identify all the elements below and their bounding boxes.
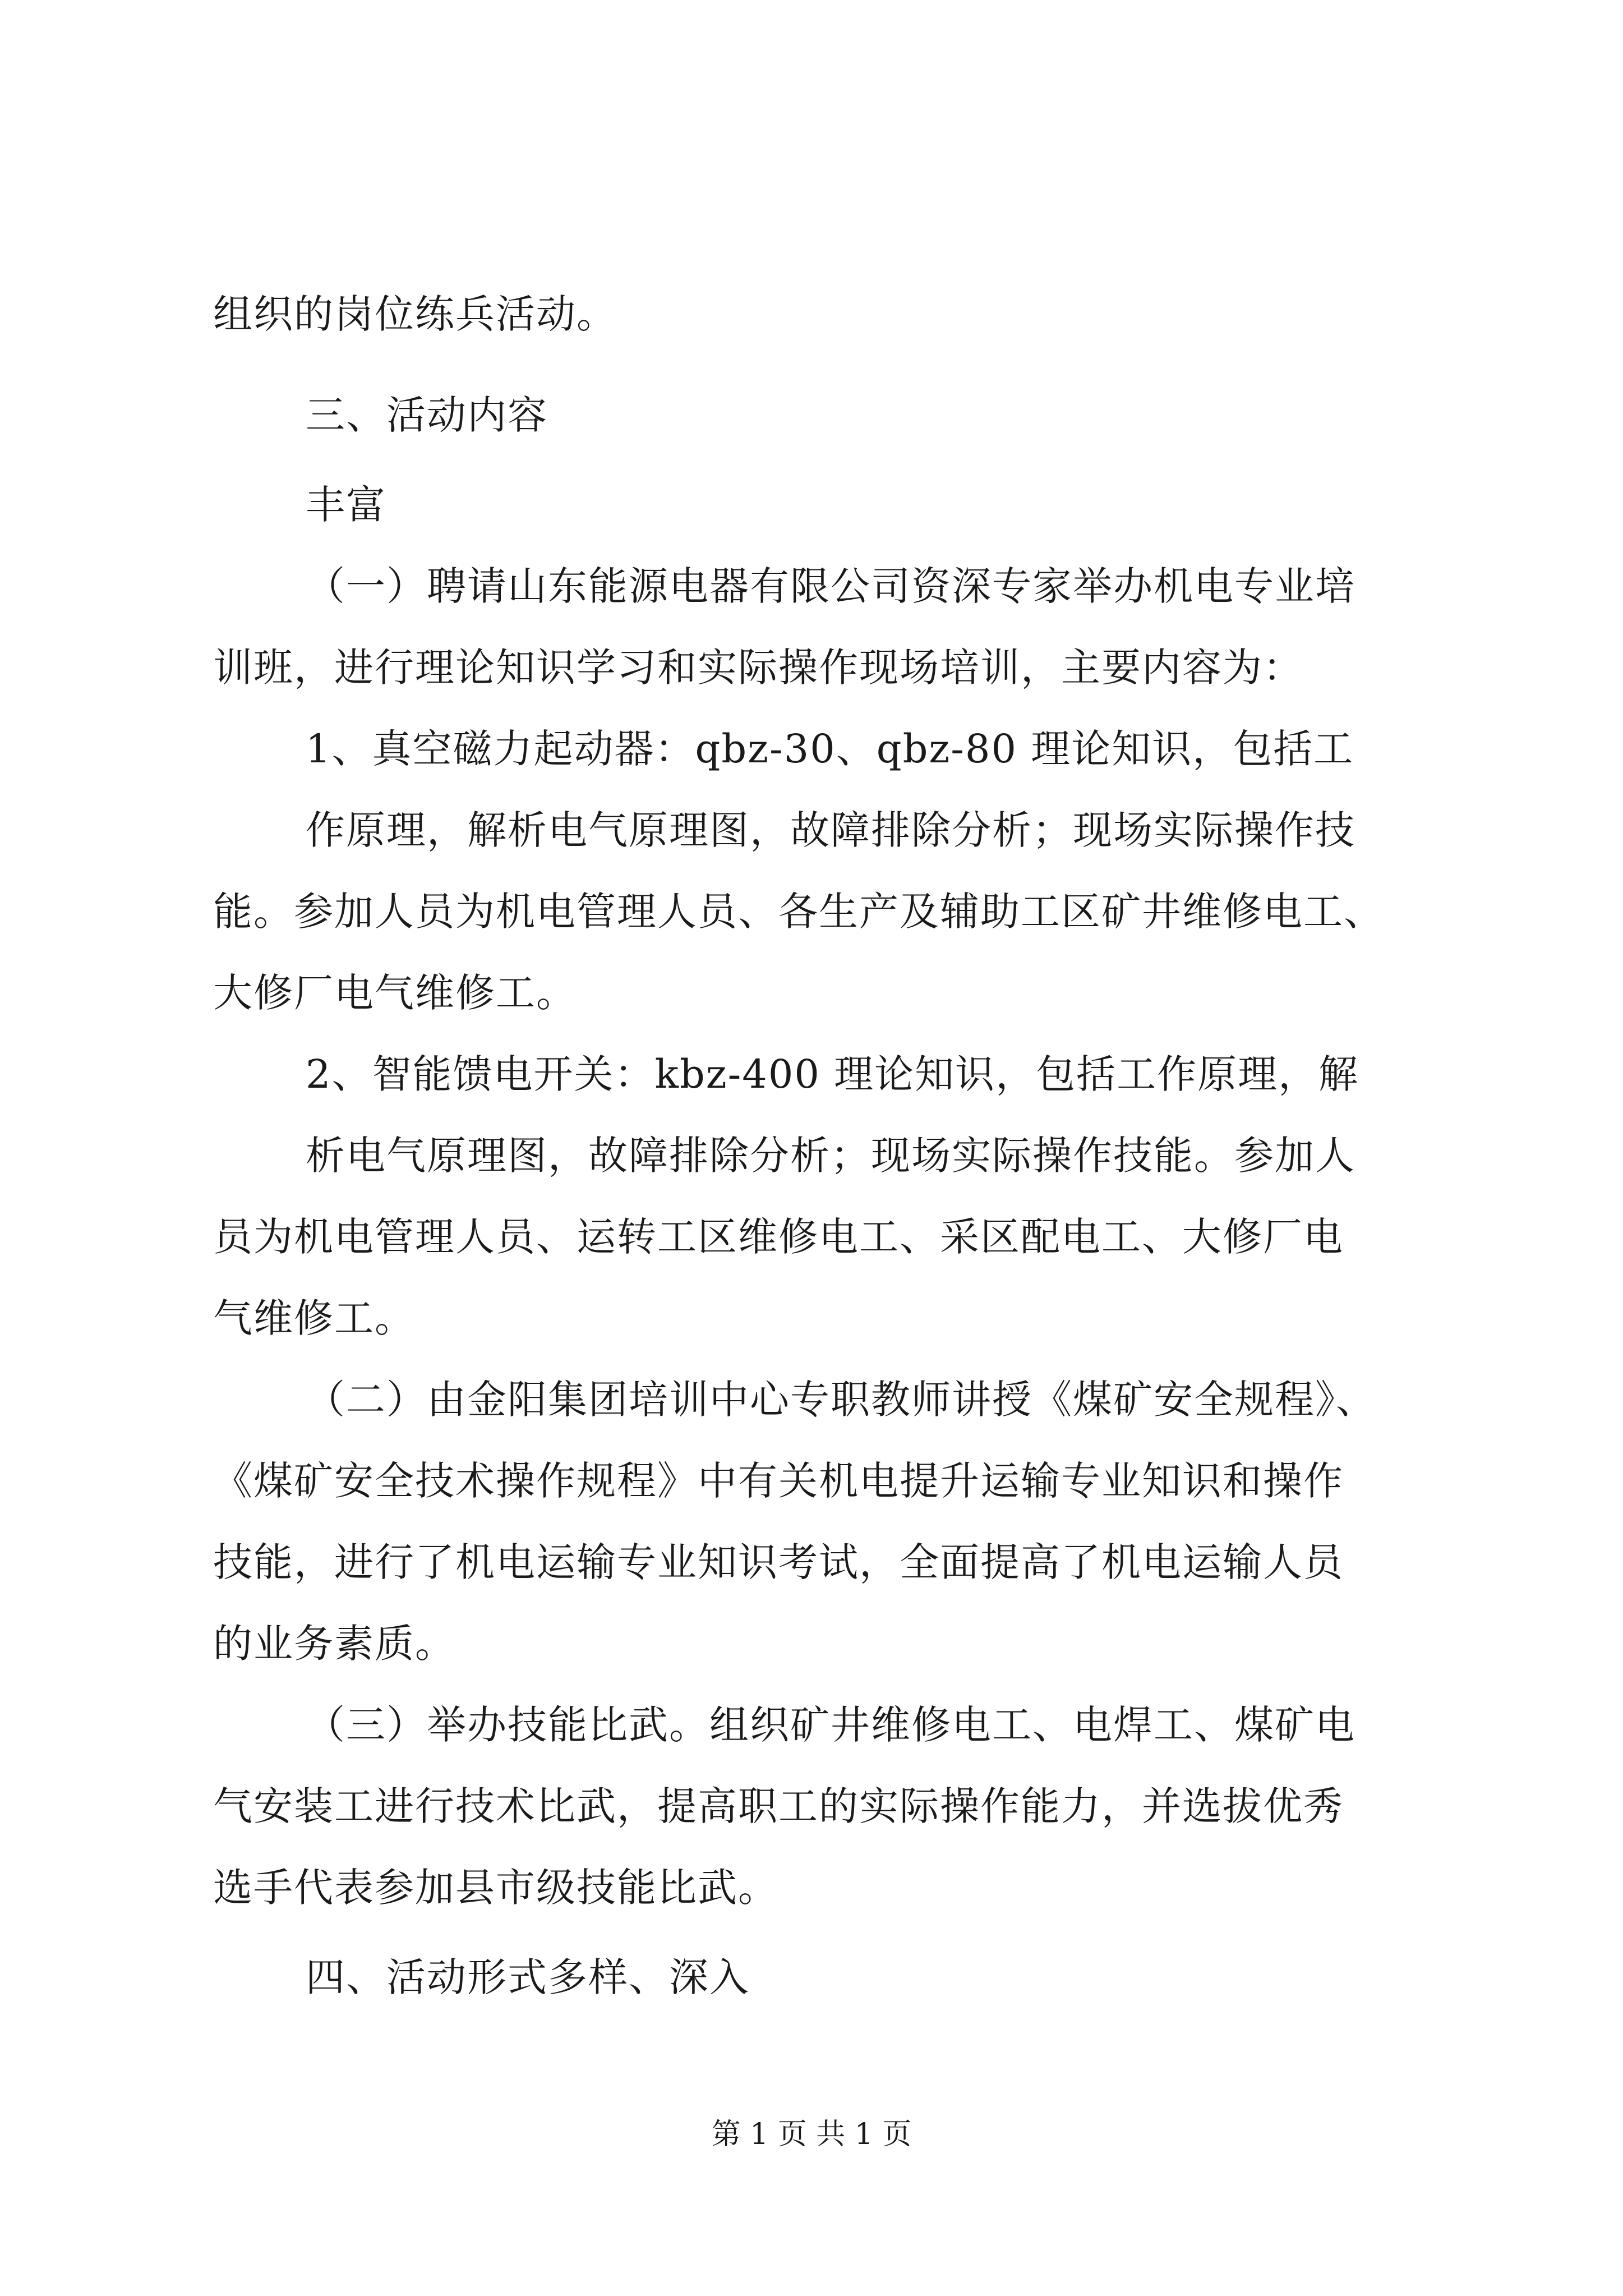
paragraph-line: （三）举办技能比武。组织矿井维修电工、电焊工、煤矿电 (306, 1702, 1355, 1748)
list-item-line: 1、真空磁力起动器：qbz-30、qbz-80 理论知识，包括工 (306, 726, 1354, 772)
paragraph-line: 的业务素质。 (213, 1621, 455, 1667)
paragraph-line: 组织的岗位练兵活动。 (213, 291, 617, 337)
list-item-line: 大修厂电气维修工。 (213, 970, 577, 1016)
paragraph-line: 训班，进行理论知识学习和实际操作现场培训，主要内容为： (213, 645, 1303, 691)
paragraph-line: （一）聘请山东能源电器有限公司资深专家举办机电专业培 (306, 563, 1355, 609)
list-item-line: 能。参加人员为机电管理人员、各生产及辅助工区矿井维修电工、 (213, 889, 1384, 935)
section-heading: 四、活动形式多样、深入 (306, 1954, 750, 2000)
list-item-line: 气维修工。 (213, 1295, 415, 1341)
paragraph-line: （二）由金阳集团培训中心专职教师讲授《煤矿安全规程》、 (306, 1377, 1376, 1423)
list-item-line: 2、智能馈电开关：kbz-400 理论知识，包括工作原理，解 (306, 1051, 1359, 1097)
paragraph-line: 《煤矿安全技术操作规程》中有关机电提升运输专业知识和操作 (213, 1458, 1344, 1504)
paragraph-line: 气安装工进行技术比武，提高职工的实际操作能力，并选拔优秀 (213, 1783, 1344, 1829)
list-item-line: 析电气原理图，故障排除分析；现场实际操作技能。参加人 (306, 1133, 1355, 1179)
list-item-line: 作原理，解析电气原理图，故障排除分析；现场实际操作技 (306, 807, 1355, 853)
paragraph-line: 丰富 (306, 482, 386, 528)
page-number-footer: 第 1 页 共 1 页 (711, 2118, 912, 2151)
list-item-line: 员为机电管理人员、运转工区维修电工、采区配电工、大修厂电 (213, 1214, 1344, 1260)
paragraph-line: 选手代表参加县市级技能比武。 (213, 1865, 778, 1911)
section-heading: 三、活动内容 (306, 392, 548, 438)
paragraph-line: 技能，进行了机电运输专业知识考试，全面提高了机电运输人员 (213, 1539, 1344, 1585)
